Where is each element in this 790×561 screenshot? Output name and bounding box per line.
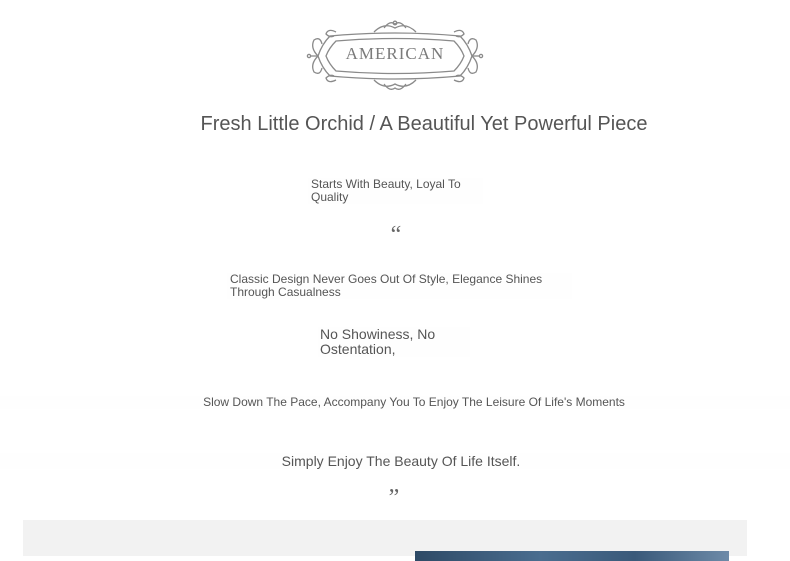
logo-text: AMERICAN <box>345 44 445 63</box>
no-showiness-text: No Showiness, No Ostentation, <box>318 327 470 357</box>
open-quote-icon: “ <box>390 222 402 248</box>
classic-design-text: Classic Design Never Goes Out Of Style, Elegance Shines Through Casualness <box>227 273 572 299</box>
product-image[interactable] <box>415 551 729 561</box>
page-headline: Fresh Little Orchid / A Beautiful Yet Powerful Piece <box>200 113 648 135</box>
slow-down-text: Slow Down The Pace, Accompany You To Enjoy The Leisure Of Life's Moments <box>0 396 790 409</box>
enjoy-life-text: Simply Enjoy The Beauty Of Life Itself. <box>0 453 790 469</box>
product-section <box>23 520 747 556</box>
close-quote-icon: ” <box>388 485 400 511</box>
tagline-text: Starts With Beauty, Loyal To Quality <box>308 178 483 204</box>
brand-logo <box>306 20 484 92</box>
